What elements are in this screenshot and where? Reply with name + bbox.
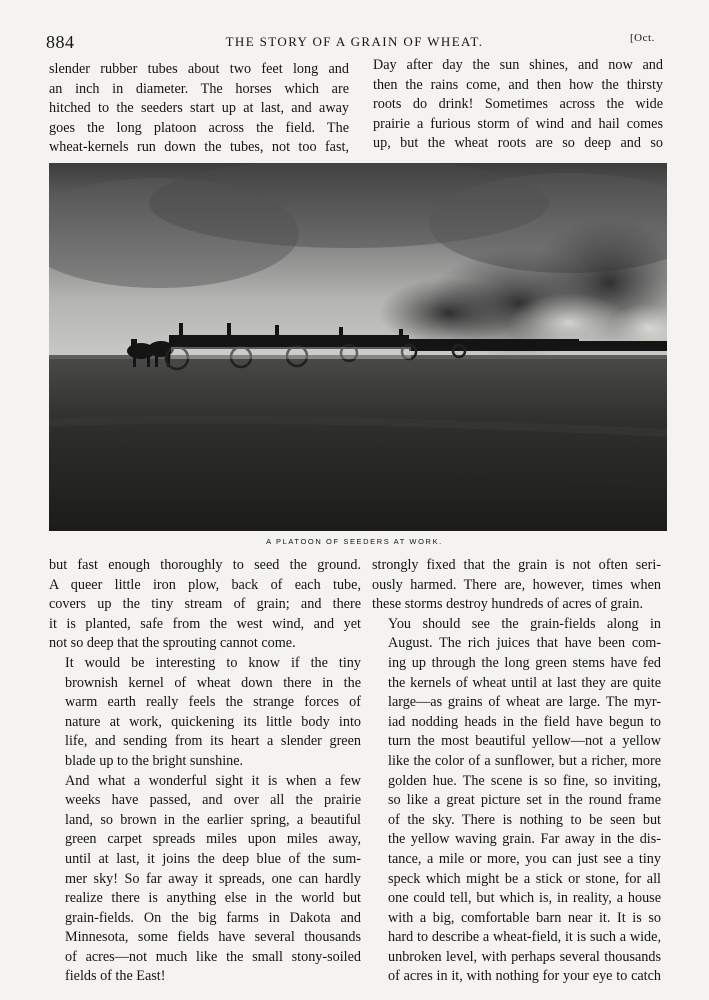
- text-line: roots do drink! Sometimes across the wide: [373, 96, 663, 113]
- text-line: one could tell, but which is, in reality, a house: [388, 890, 661, 907]
- top-left-column: [49, 60, 349, 158]
- text-line: August. The rich juices that have been com-: [388, 635, 661, 652]
- text-line: A queer little iron plow, back of each tube,: [49, 576, 361, 593]
- text-line: warm earth really feels the strange forces of: [65, 694, 361, 711]
- text-line: of acres in it, with nothing for your eye to catch: [388, 968, 661, 985]
- running-title: THE STORY OF A GRAIN OF WHEAT.: [225, 34, 484, 49]
- text-line: iad nodding heads in the field have begun to: [388, 713, 661, 730]
- text-line: weeks have passed, and over all the prairie: [65, 792, 361, 809]
- text-line: of the sky. There is nothing to be seen but: [388, 811, 661, 828]
- text-line: brownish kernel of wheat down there in the: [65, 674, 361, 691]
- text-line: wheat-kernels run down the tubes, not too fast,: [49, 139, 349, 156]
- text-line: mer sky! So far away it spreads, one can hardly: [65, 870, 361, 887]
- page-number: 884: [46, 32, 75, 52]
- text-line: hard to describe a wheat-field, it is such a wide,: [388, 929, 661, 946]
- text-line: an inch in diameter. The horses which are: [49, 80, 349, 97]
- bottom-left-column: [49, 556, 361, 987]
- text-line: grain-fields. On the big farms in Dakota and: [65, 909, 361, 926]
- paragraph: [49, 556, 361, 654]
- text-line: covers up the tiny stream of grain; and there: [49, 596, 361, 613]
- text-line: You should see the grain-fields along in: [388, 615, 661, 632]
- text-line: tance, a mile or more, you can just see a tiny: [388, 850, 661, 867]
- text-line: not so deep that the sprouting cannot come.: [49, 635, 296, 652]
- text-line: ously harmed. There are, however, times when: [372, 576, 661, 593]
- seeders-photograph: [49, 163, 667, 531]
- text-line: Minnesota, some fields have several thousands: [65, 929, 361, 946]
- text-line: slender rubber tubes about two feet long and: [49, 61, 349, 77]
- text-line: life, and sending from its heart a slender green: [65, 733, 361, 750]
- text-line: unbroken level, with perhaps several thousands: [388, 948, 661, 965]
- figure-caption: A PLATOON OF SEEDERS AT WORK.: [266, 537, 443, 546]
- text-line: until at last, it joins the deep blue of the sum-: [65, 850, 361, 867]
- bottom-right-column: [372, 556, 661, 987]
- text-line: green carpet spreads miles upon miles away,: [65, 831, 361, 848]
- text-line: turn the most beautiful yellow—not a yellow: [388, 733, 661, 750]
- paragraph: [49, 654, 361, 772]
- text-line: of acres—not much like the small stony-soiled: [65, 948, 361, 965]
- text-line: but fast enough thoroughly to seed the ground.: [49, 557, 361, 573]
- text-line: strongly fixed that the grain is not often seri-: [372, 557, 661, 573]
- text-line: golden hue. The scene is so fine, so inviting,: [388, 772, 661, 789]
- text-line: land, so brown in the earlier spring, a beautiful: [65, 811, 361, 828]
- text-line: so like a great picture set in the round frame: [388, 792, 661, 809]
- text-line: with a big, comfortable barn near it. It is so: [388, 909, 661, 926]
- text-line: it is planted, safe from the west wind, and yet: [49, 615, 361, 632]
- text-line: And what a wonderful sight it is when a few: [65, 772, 361, 789]
- issue-month: [Oct.: [630, 32, 655, 44]
- text-line: the kernels of wheat until at last they are quite: [388, 674, 661, 691]
- text-line: the yellow waving grain. Far away in the dis-: [388, 831, 661, 848]
- text-line: goes the long platoon across the field. The: [49, 119, 349, 136]
- text-line: It would be interesting to know if the tiny: [65, 654, 361, 671]
- text-line: then the rains come, and then how the thirsty: [373, 76, 663, 93]
- paragraph: [372, 556, 661, 615]
- text-line: like the color of a sunflower, but a richer, more: [388, 752, 661, 769]
- text-line: up, but the wheat roots are so deep and so: [373, 135, 663, 152]
- running-header: [0, 30, 709, 54]
- text-line: fields of the East!: [65, 968, 166, 985]
- text-line: these storms destroy hundreds of acres of grain.: [372, 596, 644, 613]
- text-line: large—as grains of wheat are large. The myr-: [388, 694, 661, 711]
- text-line: blade up to the bright sunshine.: [65, 752, 244, 769]
- text-line: hitched to the seeders start up at last, and away: [49, 100, 349, 117]
- text-line: prairie a furious storm of wind and hail comes: [373, 115, 663, 132]
- top-right-column: [373, 56, 663, 154]
- text-line: nature at work, quickening its little body into: [65, 713, 361, 730]
- paragraph: [372, 615, 661, 987]
- text-line: speck which might be a stick or stone, for all: [388, 870, 661, 887]
- text-line: ing up through the long green stems have fed: [388, 654, 661, 671]
- text-line: realize there is anything else in the world but: [65, 890, 361, 907]
- photo-illustration: [49, 163, 667, 531]
- text-line: Day after day the sun shines, and now and: [373, 57, 663, 73]
- paragraph: [49, 772, 361, 988]
